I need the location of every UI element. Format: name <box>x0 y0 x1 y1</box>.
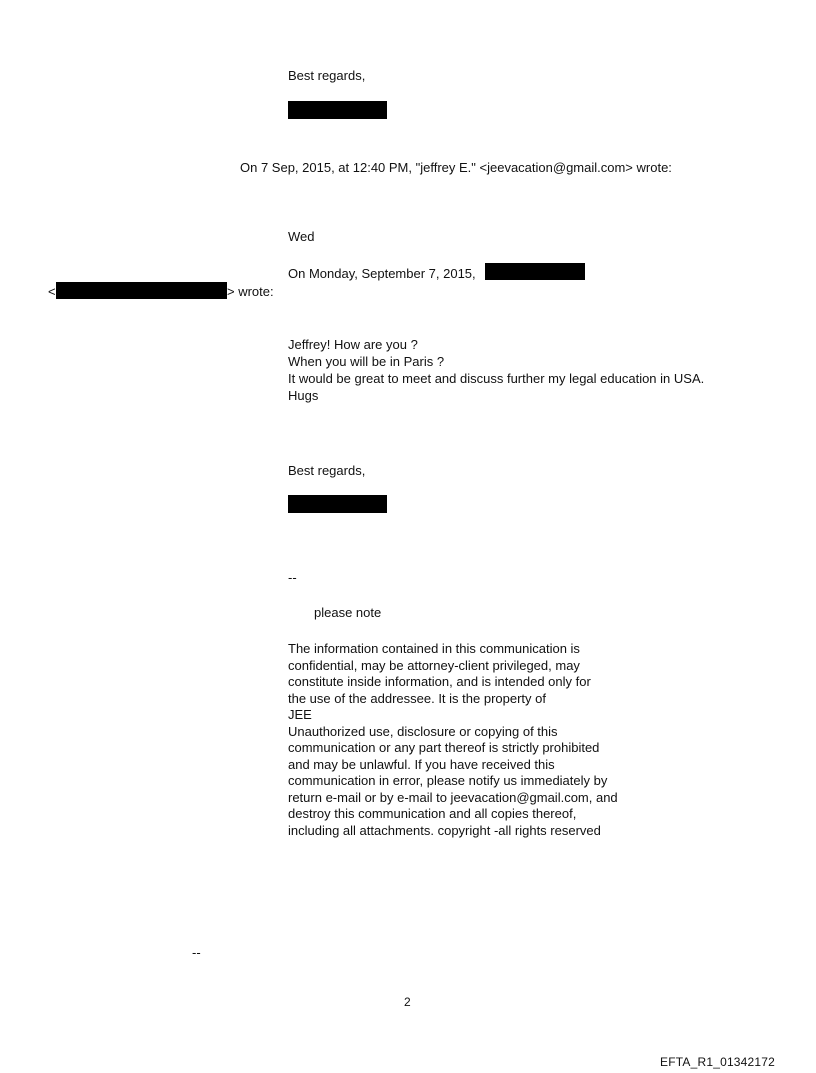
message-line: It would be great to meet and discuss further my legal education in USA. <box>288 371 705 386</box>
redacted-sender-email <box>56 282 227 299</box>
redacted-signature-top <box>288 101 387 119</box>
signoff-bottom: Best regards, <box>288 463 366 478</box>
disclaimer-line: The information contained in this communication is <box>288 641 580 656</box>
disclaimer-line: and may be unlawful. If you have received this <box>288 756 555 772</box>
reply-header: On 7 Sep, 2015, at 12:40 PM, "jeffrey E." <jeevacation@gmail.com> wrote: <box>240 160 672 175</box>
separator: -- <box>288 570 297 585</box>
disclaimer-line: the use of the addressee. It is the property of <box>288 690 546 706</box>
quoted-header-suffix: > wrote: <box>227 284 274 299</box>
disclaimer-line: destroy this communication and all copies thereof, <box>288 806 577 821</box>
disclaimer-line: JEE <box>288 707 312 722</box>
reply-body: Wed <box>288 229 315 244</box>
signoff-top: Best regards, <box>288 68 366 83</box>
disclaimer-line: Unauthorized use, disclosure or copying of this <box>288 723 558 739</box>
quoted-header-prefix: On Monday, September 7, 2015, <box>288 266 476 281</box>
document-id: EFTA_R1_01342172 <box>660 1055 776 1069</box>
disclaimer-line: communication or any part thereof is strictly prohibited <box>288 740 600 755</box>
separator: -- <box>192 945 201 960</box>
disclaimer-line: constitute inside information, and is intended only for <box>288 674 591 689</box>
disclaimer-line: return e-mail or by e-mail to jeevacation@gmail.com, and <box>288 789 618 805</box>
redacted-signature-bottom <box>288 495 387 513</box>
quoted-header-open-bracket: < <box>48 284 56 299</box>
page-number: 2 <box>404 995 411 1009</box>
disclaimer-line: including all attachments. copyright -all rights reserved <box>288 822 601 838</box>
disclaimer-line: communication in error, please notify us immediately by <box>288 773 608 788</box>
confidentiality-disclaimer <box>288 640 618 838</box>
redacted-sender-name <box>485 263 585 280</box>
disclaimer-line: confidential, may be attorney-client privileged, may <box>288 657 580 673</box>
note-heading: please note <box>314 605 382 620</box>
message-line: Jeffrey! How are you ? <box>288 337 418 352</box>
message-line: When you will be in Paris ? <box>288 354 445 369</box>
message-line: Hugs <box>288 388 319 403</box>
